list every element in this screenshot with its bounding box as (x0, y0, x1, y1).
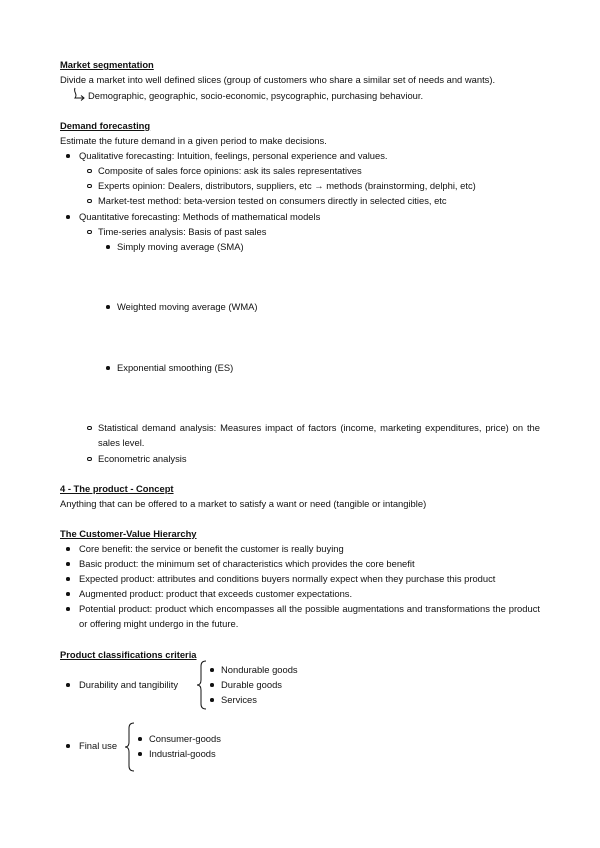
list-item: Basic product: the minimum set of characteristics which provides the core benefit (79, 558, 415, 569)
list-item: Augmented product: product that exceeds customer expectations. (79, 588, 353, 599)
final-use-option: Consumer-goods (149, 733, 221, 744)
product-classification-heading: Product classifications criteria (60, 649, 197, 660)
brace-icon (196, 660, 208, 710)
list-item: Core benefit: the service or benefit the customer is really buying (79, 543, 344, 554)
demand-forecasting-definition: Estimate the future demand in a given period to make decisions. (60, 135, 327, 146)
final-use-option: Industrial-goods (149, 748, 216, 759)
brace-icon (124, 722, 136, 772)
durability-option: Nondurable goods (221, 664, 298, 675)
product-concept-definition: Anything that can be offered to a market to satisfy a want or need (tangible or intangible) (60, 498, 427, 509)
list-item: Potential product: product which encompasses all the possible augmentations and transformations the product or offering might undergo in the future. (79, 603, 540, 629)
list-item: Expected product: attributes and conditions buyers normally expect when they purchase this product (79, 573, 496, 584)
quantitative-forecasting-item: Quantitative forecasting: Methods of mathematical models (79, 211, 321, 222)
durability-label: Durability and tangibility (79, 679, 179, 690)
segmentation-criteria: Demographic, geographic, socio-economic, psycographic, purchasing behaviour. (88, 90, 424, 101)
sma-method: Simply moving average (SMA) (117, 241, 244, 252)
durability-option: Services (221, 694, 257, 705)
market-segmentation-definition: Divide a market into well defined slices (group of customers who share a similar set of needs and wants). (60, 74, 496, 85)
time-series-item: Time-series analysis: Basis of past sales (98, 226, 267, 237)
market-segmentation-heading: Market segmentation (60, 59, 154, 70)
list-item: Market-test method: beta-version tested on consumers directly in selected cities, etc (98, 195, 447, 206)
wma-method: Weighted moving average (WMA) (117, 301, 258, 312)
curved-arrow-icon (72, 87, 88, 101)
durability-option: Durable goods (221, 679, 282, 690)
demand-forecasting-heading: Demand forecasting (60, 120, 151, 131)
statistical-analysis-item: Statistical demand analysis: Measures impact of factors (income, marketing expenditures, price) on the sales level. (98, 422, 540, 448)
final-use-label: Final use (79, 740, 118, 751)
qualitative-forecasting-item: Qualitative forecasting: Intuition, feelings, personal experience and values. (79, 150, 388, 161)
product-concept-heading: 4 - The product - Concept (60, 483, 174, 494)
list-item: Composite of sales force opinions: ask its sales representatives (98, 165, 362, 176)
list-item: Experts opinion: Dealers, distributors, suppliers, etc → methods (brainstorming, delphi, etc) (98, 180, 476, 191)
econometric-analysis-item: Econometric analysis (98, 453, 187, 464)
customer-value-hierarchy-heading: The Customer-Value Hierarchy (60, 528, 197, 539)
es-method: Exponential smoothing (ES) (117, 362, 234, 373)
